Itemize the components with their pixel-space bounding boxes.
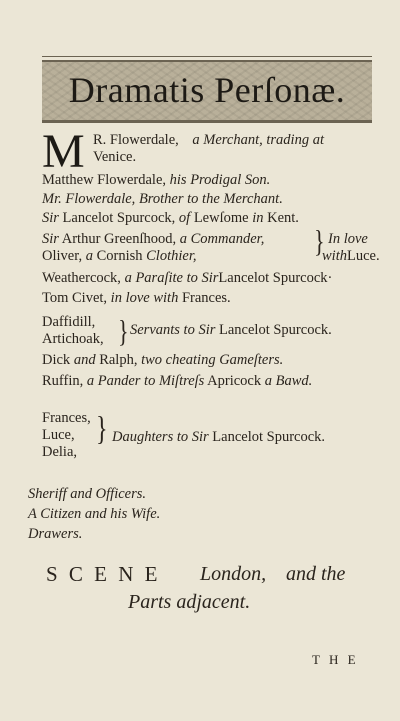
scene-word: S C E N E	[46, 562, 161, 586]
cast-name: Apricock	[207, 373, 262, 389]
cast-name: Oliver,	[42, 248, 83, 264]
cast-name: Ralph,	[99, 352, 138, 368]
brace-right: }	[314, 223, 325, 259]
cast-role: Daughters to Sir	[112, 429, 209, 445]
cast-line-17: Sheriff and Officers.	[28, 486, 147, 502]
preposition: with	[322, 248, 347, 264]
cast-name: Matthew Flowerdale,	[42, 172, 167, 188]
cast-role: two cheating Gameſters.	[141, 352, 284, 368]
cast-line-15: Luce,	[42, 427, 75, 443]
cast-line-8	[42, 270, 332, 286]
cast-name: Tom Civet,	[42, 290, 108, 306]
cast-name: Lancelot Spurcock.	[219, 322, 332, 338]
brace-daughters: }	[96, 411, 108, 448]
cast-line-16: Delia,	[42, 444, 78, 460]
in-love-label: In love	[328, 231, 368, 247]
cast-line-5	[42, 210, 299, 226]
cast-line-2: Venice.	[93, 149, 137, 165]
title-banner	[42, 60, 372, 122]
drop-cap: M	[42, 125, 85, 178]
cast-line-1	[93, 132, 324, 148]
cast-role: in love with	[110, 290, 179, 306]
cast-role: a Commander,	[179, 231, 265, 247]
cast-role: a Merchant, trading at	[192, 132, 324, 148]
conjunction: and	[73, 352, 96, 368]
daughters-role	[112, 429, 325, 445]
cast-name: Dick	[42, 352, 71, 368]
cast-line-9	[42, 290, 231, 306]
cast-role: Clothier,	[146, 248, 197, 264]
cast-role: a Bawd.	[264, 373, 313, 389]
cast-role: Brother to the Merchant.	[138, 191, 283, 207]
scene-parts: Parts adjacent.	[128, 591, 251, 613]
cast-line-13	[42, 373, 312, 389]
article: a	[85, 248, 93, 264]
cast-name: R. Flowerdale,	[93, 132, 179, 148]
page-title: Dramatis Perſonæ.	[68, 70, 346, 110]
cast-line-3	[42, 172, 270, 188]
cast-line-4	[42, 191, 283, 207]
cast-name: Weathercock,	[42, 270, 121, 286]
cast-role: his Prodigal Son.	[169, 172, 271, 188]
cast-line-6	[42, 231, 264, 247]
title-sir: Sir	[42, 231, 59, 247]
cast-line-7	[42, 248, 197, 264]
cast-name: Lancelot Spurcock·	[218, 270, 333, 286]
preposition: in	[252, 210, 264, 226]
place: Cornish	[96, 248, 143, 264]
servants-role	[130, 322, 332, 338]
cast-name: Arthur Greenſhood,	[61, 231, 177, 247]
cast-line-19: Drawers.	[28, 526, 83, 542]
top-rule	[42, 56, 372, 57]
cast-line-12	[42, 352, 283, 368]
brace-servants: }	[118, 313, 129, 349]
cast-name: Mr. Flowerdale,	[42, 191, 136, 207]
cast-role: a Paraſite to Sir	[124, 270, 219, 286]
cast-line-10: Daffidill,	[42, 314, 96, 330]
cast-name: Frances.	[181, 290, 231, 306]
cast-name: Luce.	[346, 248, 380, 264]
bottom-rule	[42, 122, 372, 123]
with-luce	[322, 248, 380, 264]
cast-role: Servants to Sir	[130, 322, 216, 338]
title-sir: Sir	[42, 210, 59, 226]
place: Kent.	[267, 210, 299, 226]
cast-name: Ruffin,	[42, 373, 84, 389]
cast-name: Lancelot Spurcock,	[62, 210, 176, 226]
scene-and: and the	[286, 563, 346, 585]
cast-line-11: Artichoak,	[42, 331, 104, 347]
catchword: T H E	[312, 652, 359, 667]
cast-role: a Pander to Miſtreſs	[86, 373, 205, 389]
scene-place: London,	[200, 563, 267, 585]
cast-line-18: A Citizen and his Wife.	[28, 506, 161, 522]
preposition: of	[178, 210, 191, 226]
place: Lewſome	[193, 210, 249, 226]
cast-line-14: Frances,	[42, 410, 91, 426]
cast-name: Lancelot Spurcock.	[212, 429, 326, 445]
